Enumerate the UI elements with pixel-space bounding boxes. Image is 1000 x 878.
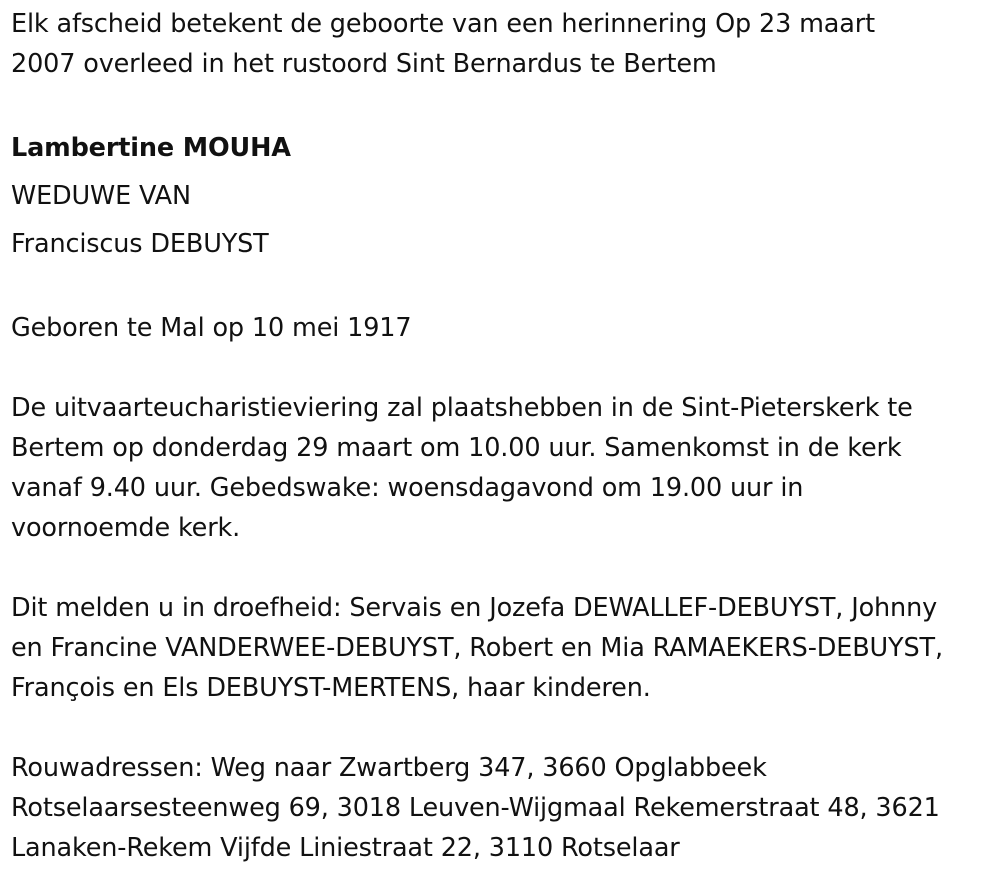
text-line: voornoemde kerk. [11,513,241,543]
spouse-name: Franciscus DEBUYST [11,229,269,259]
text-line: Elk afscheid betekent de geboorte van een herinnering Op 23 maart [11,9,875,39]
intro-paragraph [11,4,993,84]
text-line: Lanaken-Rekem Vijfde Liniestraat 22, 3110 Rotselaar [11,833,680,863]
text-line: De uitvaarteucharistieviering zal plaatshebben in de Sint-Pieterskerk te [11,393,913,423]
widow-label: WEDUWE VAN [11,181,191,211]
birth-info: Geboren te Mal op 10 mei 1917 [11,313,412,343]
family-paragraph [11,588,993,708]
text-line: Bertem op donderdag 29 maart om 10.00 uur. Samenkomst in de kerk [11,433,902,463]
text-line: vanaf 9.40 uur. Gebedswake: woensdagavond om 19.00 uur in [11,473,804,503]
text-line: Dit melden u in droefheid: Servais en Jozefa DEWALLEF-DEBUYST, Johnny [11,593,938,623]
text-line: Rouwadressen: Weg naar Zwartberg 347, 3660 Opglabbeek [11,753,767,783]
death-notice [11,4,993,868]
text-line: en Francine VANDERWEE-DEBUYST, Robert en Mia RAMAEKERS-DEBUYST, [11,633,943,663]
deceased-name: Lambertine MOUHA [11,133,291,163]
text-line: Rotselaarsesteenweg 69, 3018 Leuven-Wijgmaal Rekemerstraat 48, 3621 [11,793,940,823]
ceremony-paragraph [11,388,993,548]
text-line: 2007 overleed in het rustoord Sint Bernardus te Bertem [11,49,717,79]
address-paragraph [11,748,993,868]
text-line: François en Els DEBUYST-MERTENS, haar kinderen. [11,673,651,703]
